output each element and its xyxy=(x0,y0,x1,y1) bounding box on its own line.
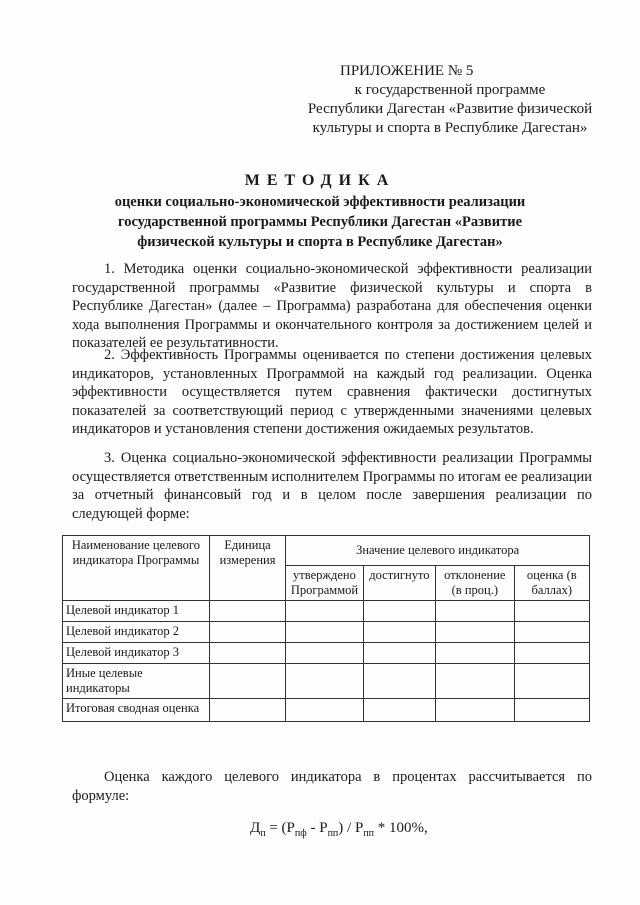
table-cell xyxy=(514,622,589,643)
formula xyxy=(250,820,428,839)
formula-part: = (Р xyxy=(265,820,295,836)
table-cell xyxy=(286,622,363,643)
appendix-header xyxy=(300,62,600,138)
subtitle-line: физической культуры и спорта в Республике Дагестан» xyxy=(137,234,503,250)
table-cell xyxy=(436,622,514,643)
appendix-line: Республики Дагестан «Развитие физической xyxy=(307,101,593,117)
table-cell xyxy=(209,643,285,664)
table-cell xyxy=(363,664,435,699)
subtitle-line: оценки социально-экономической эффективности реализации xyxy=(114,194,526,210)
paragraph-4 xyxy=(72,768,592,805)
table-cell xyxy=(363,622,435,643)
paragraph-3 xyxy=(72,449,592,523)
formula-subscript: п xyxy=(260,828,266,839)
appendix-number: ПРИЛОЖЕНИЕ № 5 xyxy=(340,63,474,79)
row-label: Целевой индикатор 2 xyxy=(63,622,210,643)
subtitle-line: государственной программы Республики Дагестан «Развитие xyxy=(117,214,523,230)
table-cell xyxy=(209,664,285,699)
table-row xyxy=(63,664,590,699)
table-cell xyxy=(286,664,363,699)
formula-subscript: пф xyxy=(294,828,307,839)
appendix-line: культуры и спорта в Республике Дагестан» xyxy=(312,120,588,136)
table-row xyxy=(63,643,590,664)
paragraph-text: 2. Эффективность Программы оценивается по степени достижения целевых индикаторов, установленных Программой на каждый год реализации. Оценка эффективности осуществляется путем сравнения фактически достигнутых показателей за соответствующий период с утвержденными значениями целевых индикаторов и установления степени достижения ожидаемых результатов. xyxy=(72,347,592,437)
row-label: Итоговая сводная оценка xyxy=(63,699,210,722)
paragraph-text: 3. Оценка социально-экономической эффективности реализации Программы осуществляется ответственным исполнителем Программы по итогам ее реализации за отчетный финансовый год и в целом после завершения реализации по следующей форме: xyxy=(72,450,592,522)
table-cell xyxy=(436,699,514,722)
table-cell xyxy=(436,643,514,664)
table-cell xyxy=(514,643,589,664)
row-label: Иные целевые индикаторы xyxy=(63,664,210,699)
formula-part: * 100%, xyxy=(374,820,428,836)
header-approved: утверждено Программой xyxy=(286,566,363,601)
table-cell xyxy=(209,622,285,643)
header-score: оценка (в баллах) xyxy=(514,566,589,601)
formula-part: ) / Р xyxy=(338,820,364,836)
document-subtitle xyxy=(80,192,560,252)
table-cell xyxy=(286,699,363,722)
document-title: МЕТОДИКА xyxy=(244,172,396,189)
table-cell xyxy=(286,601,363,622)
table-cell xyxy=(514,664,589,699)
header-achieved: достигнуто xyxy=(363,566,435,601)
header-indicator-value: Значение целевого индикатора xyxy=(286,536,590,566)
table-row xyxy=(63,601,590,622)
table-cell xyxy=(363,643,435,664)
indicator-table xyxy=(62,535,590,722)
header-unit: Единица измерения xyxy=(209,536,285,601)
table-cell xyxy=(436,601,514,622)
paragraph-text: 1. Методика оценки социально-экономической эффективности реализации государственной программы «Развитие физической культуры и спорта в Республике Дагестан» (далее – Программа) разработана для обеспечения оценки хода выполнения Программы и окончательного контроля за достижением целей и показателей ее результативности. xyxy=(72,261,592,351)
table-cell xyxy=(363,699,435,722)
table-cell xyxy=(286,643,363,664)
header-indicator-name: Наименование целевого индикатора Программы xyxy=(63,536,210,601)
paragraph-1 xyxy=(72,260,592,353)
paragraph-2 xyxy=(72,346,592,439)
table-cell xyxy=(209,601,285,622)
header-deviation: отклонение (в проц.) xyxy=(436,566,514,601)
formula-subscript: пп xyxy=(363,828,374,839)
appendix-line: к государственной программе xyxy=(354,82,546,98)
table-cell xyxy=(514,601,589,622)
table-row xyxy=(63,622,590,643)
paragraph-text: Оценка каждого целевого индикатора в процентах рассчитывается по формуле: xyxy=(72,769,592,804)
table-cell xyxy=(363,601,435,622)
formula-subscript: пп xyxy=(327,828,339,839)
table-cell xyxy=(514,699,589,722)
table-cell xyxy=(209,699,285,722)
table-row xyxy=(63,699,590,722)
formula-part: - Р xyxy=(306,820,328,836)
formula-part: Д xyxy=(250,820,261,836)
row-label: Целевой индикатор 1 xyxy=(63,601,210,622)
row-label: Целевой индикатор 3 xyxy=(63,643,210,664)
table-cell xyxy=(436,664,514,699)
